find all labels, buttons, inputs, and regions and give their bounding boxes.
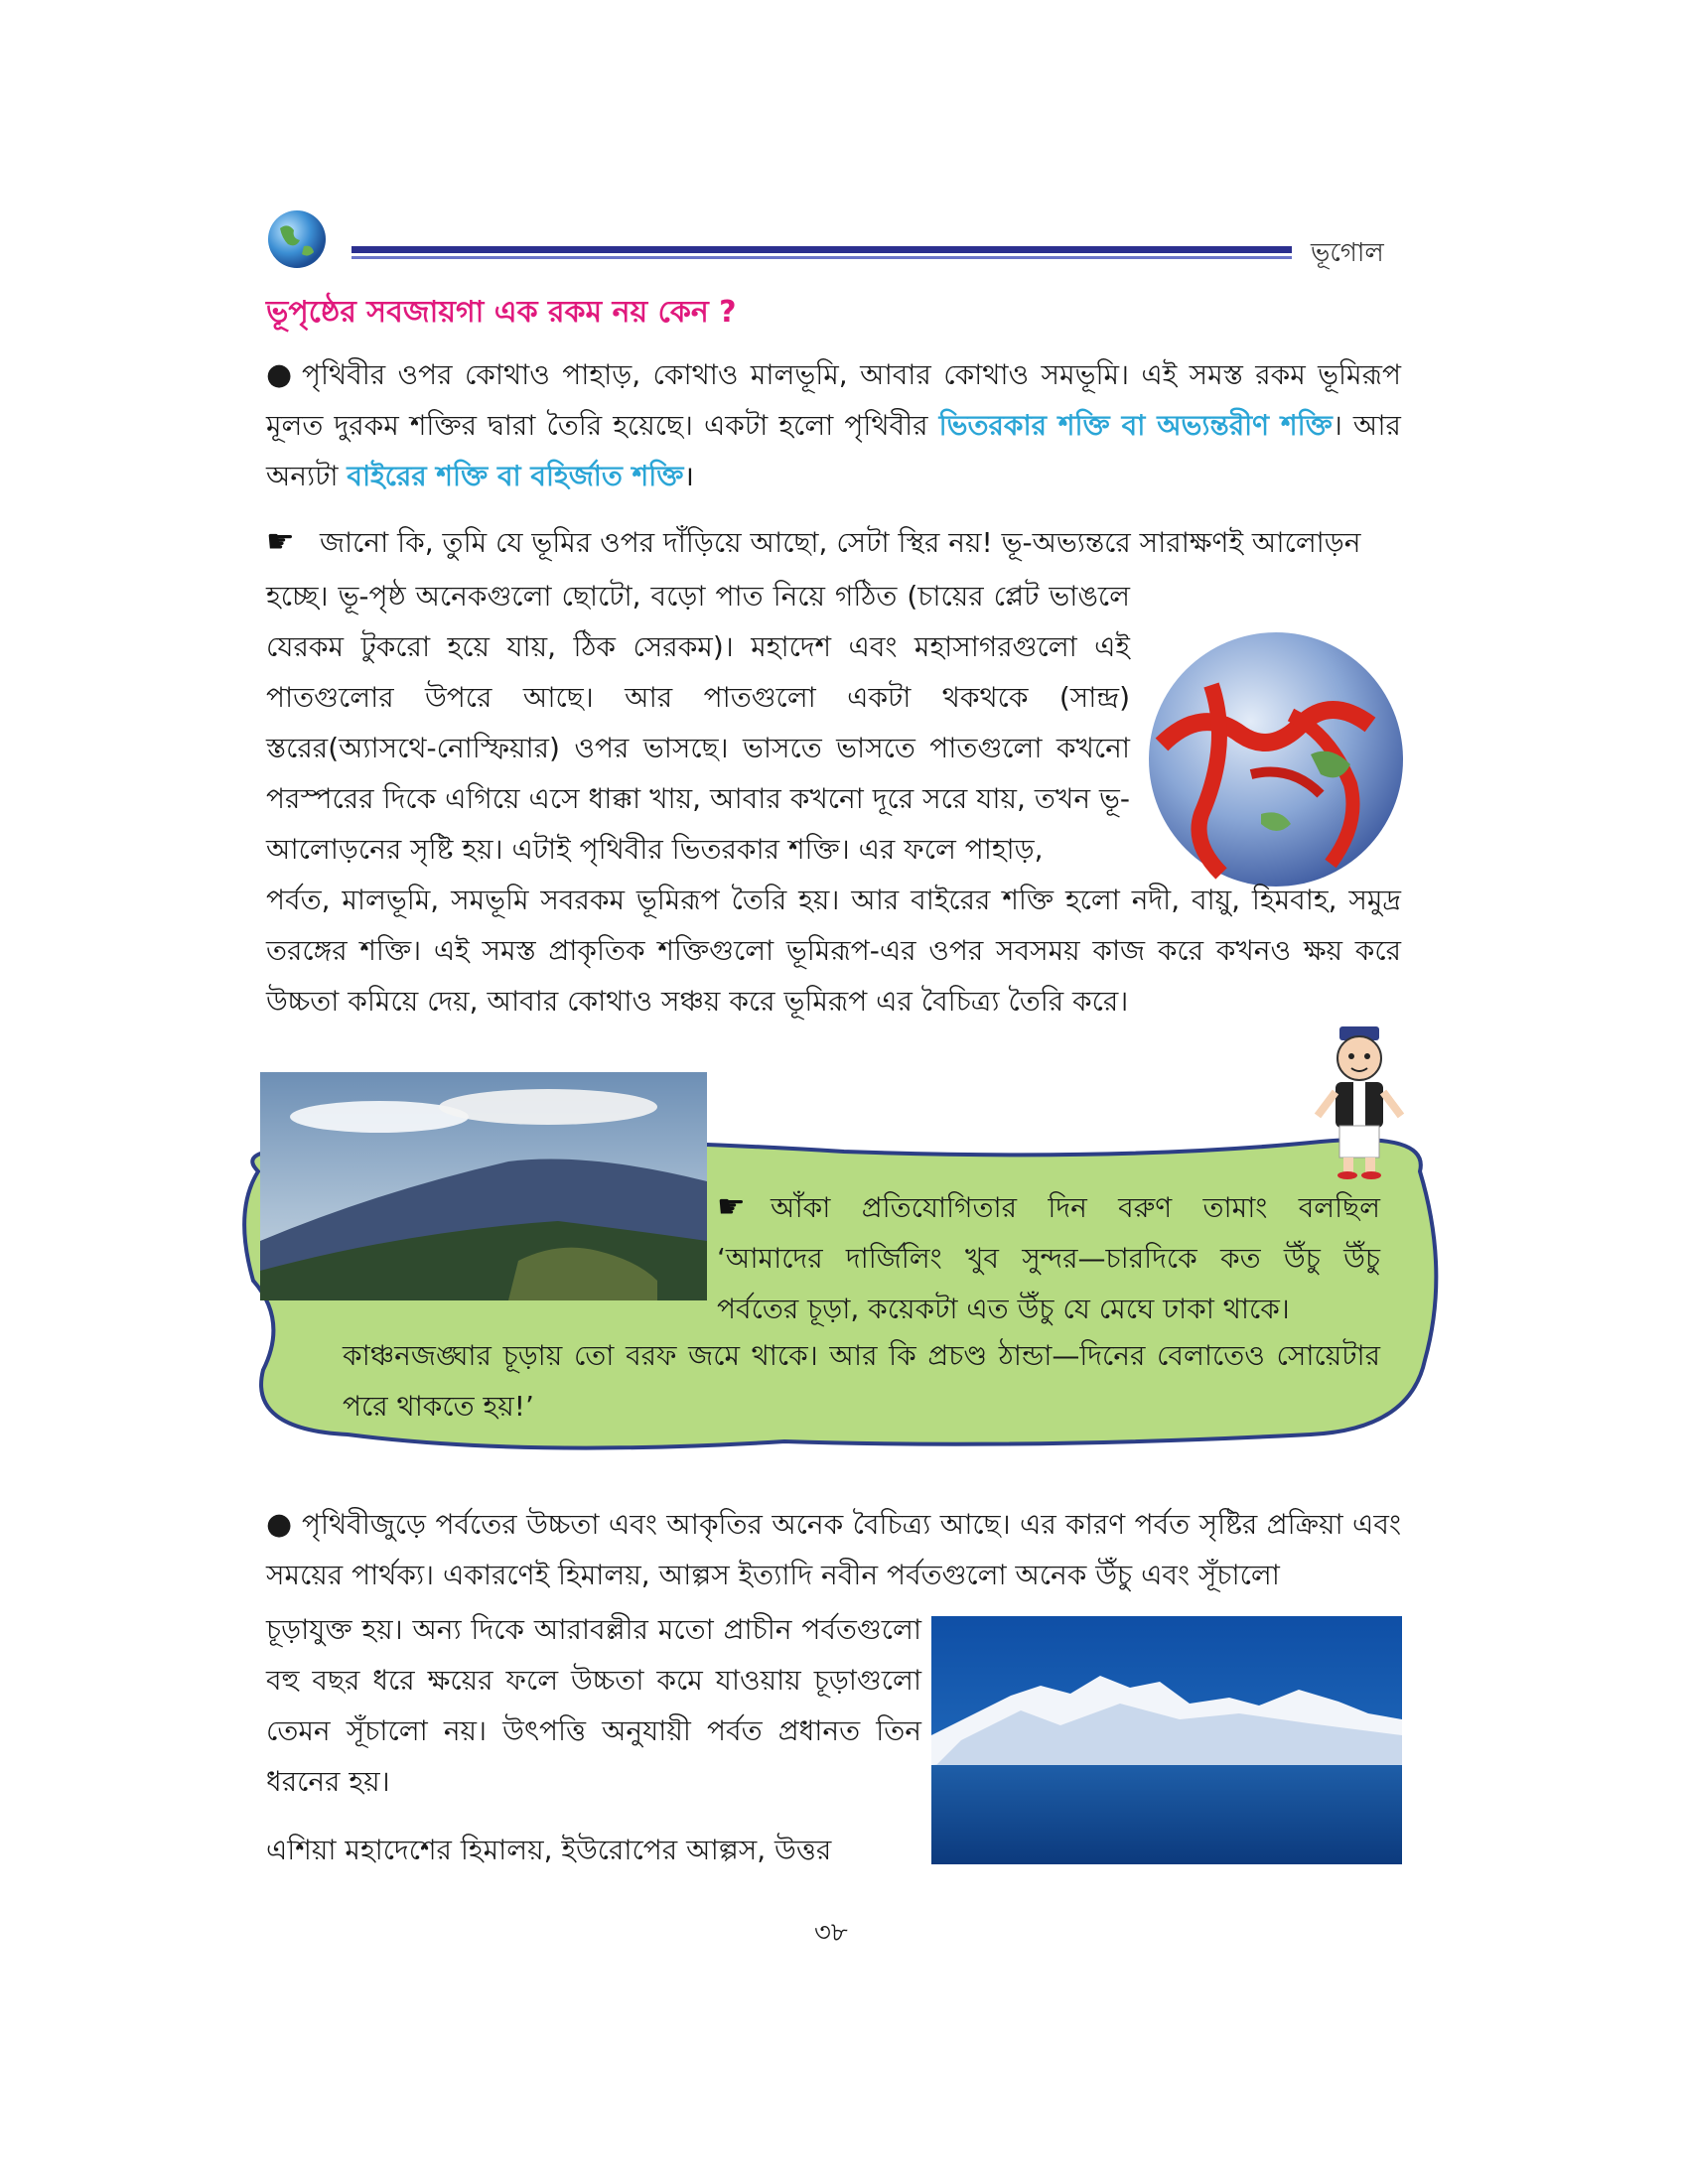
darjeeling-mountain-photo (260, 1072, 707, 1300)
bullet: ● (266, 1507, 293, 1542)
paragraph-2-full: পর্বত, মালভূমি, সমভূমি সবরকম ভূমিরূপ তৈরি হয়। আর বাইরের শক্তি হলো নদী, বায়ু, হিমবাহ, সমুদ্র তরঙ্গের শক্তি। এই সমস্ত প্রাকৃতিক শক্তিগুলো ভূমিরূপ-এর ওপর সবসময় কাজ করে কখনও ক্ষয় করে উচ্চতা কমিয়ে দেয়, আবার কোথাও সঞ্চয় করে ভূমিরূপ এর বৈচিত্র্য তৈরি করে। (266, 884, 1401, 1018)
callout-text-bottom: কাঞ্চনজঙ্ঘার চূড়ায় তো বরফ জমে থাকে। আর কি প্রচণ্ড ঠান্ডা—দিনের বেলাতেও সোয়েটার পরে থাকতে হয়!’ (343, 1339, 1380, 1423)
tectonic-plates-globe-image (1142, 625, 1410, 893)
subject-label: ভূগোল (1311, 238, 1384, 268)
paragraph-2-first-line: ☛ জানো কি, তুমি যে ভূমির ওপর দাঁড়িয়ে আছো, সেটা স্থির নয়! ভূ-অভ্যন্তরে সারাক্ষণই আলোড়ন (266, 516, 1401, 568)
pointing-hand-icon: ☛ (266, 522, 295, 560)
bullet: ● (266, 357, 293, 392)
header-rule (352, 246, 1292, 253)
paragraph-2-wrap: হচ্ছে। ভূ-পৃষ্ঠ অনেকগুলো ছোটো, বড়ো পাত নিয়ে গঠিত (চায়ের প্লেট ভাঙলে যেরকম টুকরো হয়ে যায়, ঠিক সেরকম)। মহাদেশ এবং মহাসাগরগুলো এই পাতগুলোর উপরে আছে। আর পাতগুলো একটা থকথকে (সান্দ্র) স্তরের(অ্যাসথে-নোস্ফিয়ার) ওপর ভাসছে। ভাসতে ভাসতে পাতগুলো কখনো পরস্পরের দিকে এগিয়ে এসে ধাক্কা খায়, আবার কখনো দূরে সরে যায়, তখন ভূ-আলোড়নের সৃষ্টি হয়। এটাই পৃথিবীর ভিতরকার শক্তি। এর ফলে পাহাড়, (266, 580, 1130, 866)
paragraph-5: এশিয়া মহাদেশের হিমালয়, ইউরোপের আল্পস, উত্তর (266, 1834, 832, 1866)
pointing-hand-icon: ☛ (717, 1187, 746, 1225)
paragraph-3: ● পৃথিবীজুড়ে পর্বতের উচ্চতা এবং আকৃতির অনেক বৈচিত্র্য আছে। এর কারণ পর্বত সৃষ্টির প্রক্রিয়া এবং সময়ের পার্থক্য। একারণেই হিমালয়, আল্পস ইত্যাদি নবীন পর্বতগুলো অনেক উঁচু এবং সূঁচালো (266, 1499, 1401, 1600)
page-number: ৩৮ (814, 1918, 848, 1948)
section-heading: ভূপৃষ্ঠের সবজায়গা এক রকম নয় কেন ? (266, 295, 737, 330)
callout-text-top: ☛ আঁকা প্রতিযোগিতার দিন বরুণ তামাং বলছিল ‘আমাদের দার্জিলিং খুব সুন্দর—চারদিকে কত উঁচু উঁচু পর্বতের চূড়া, কয়েকটা এত উঁচু যে মেঘে ঢাকা থাকে। (717, 1181, 1380, 1334)
paragraph-1: ● পৃথিবীর ওপর কোথাও পাহাড়, কোথাও মালভূমি, আবার কোথাও সমভূমি। এই সমস্ত রকম ভূমিরূপ মূলত দুরকম শক্তির দ্বারা তৈরি হয়েছে। একটা হলো পৃথিবীর ভিতরকার শক্তি বা অভ্যন্তরীণ শক্তি। আর অন্যটা বাইরের শক্তি বা বহির্জাত শক্তি। (266, 349, 1401, 501)
globe-icon (266, 208, 328, 270)
boy-cartoon-image (1296, 1023, 1425, 1181)
header-rule-thin (352, 256, 1292, 259)
snow-mountain-photo (931, 1616, 1402, 1864)
paragraph-4: চূড়াযুক্ত হয়। অন্য দিকে আরাবল্লীর মতো প্রাচীন পর্বতগুলো বহু বছর ধরে ক্ষয়ের ফলে উচ্চতা কমে যাওয়ায় চূড়াগুলো তেমন সূঁচালো নয়। উৎপত্তি অনুযায়ী পর্বত প্রধানত তিন ধরনের হয়। (266, 1613, 921, 1798)
